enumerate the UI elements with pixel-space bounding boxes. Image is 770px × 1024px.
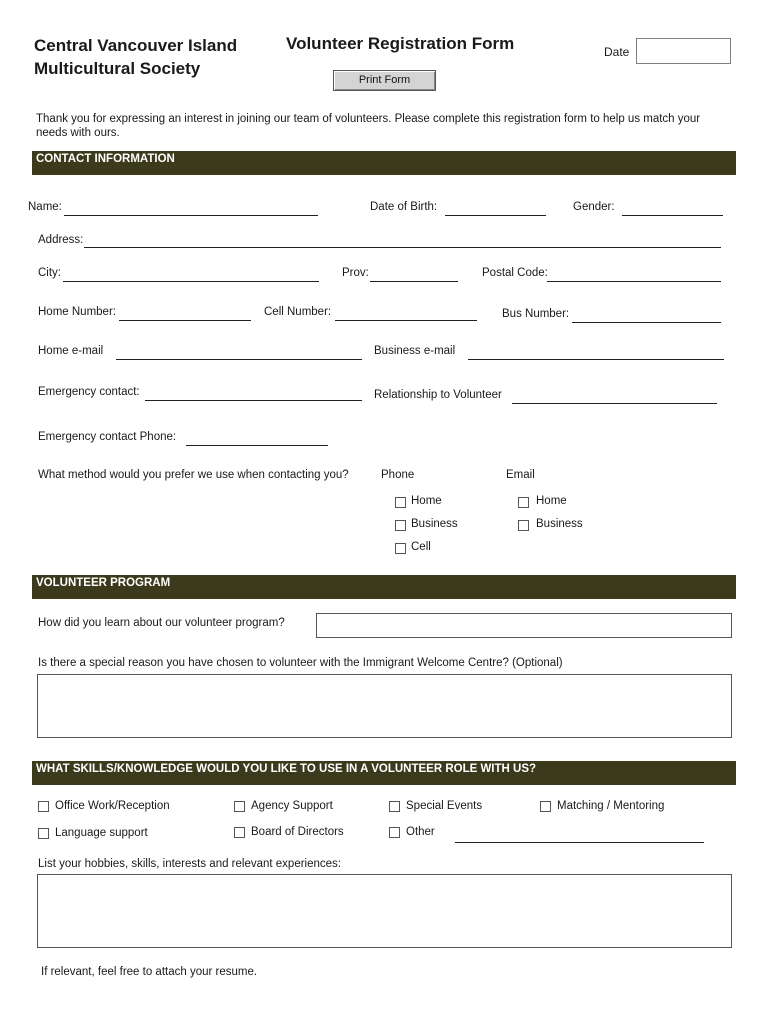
city-label: City: <box>38 267 61 279</box>
section-header-program: VOLUNTEER PROGRAM <box>32 575 736 599</box>
relationship-field[interactable] <box>512 403 717 404</box>
agency-support-checkbox[interactable] <box>234 801 245 812</box>
print-form-button[interactable]: Print Form <box>333 70 436 91</box>
bus-number-field[interactable] <box>572 322 721 323</box>
matching-mentoring-checkbox[interactable] <box>540 801 551 812</box>
org-name-line2: Multicultural Society <box>34 59 201 78</box>
special-events-checkbox[interactable] <box>389 801 400 812</box>
dob-field[interactable] <box>445 215 546 216</box>
postal-code-field[interactable] <box>547 281 721 282</box>
organization-name <box>34 34 237 80</box>
date-label: Date <box>604 45 630 59</box>
reason-question: Is there a special reason you have chosen to volunteer with the Immigrant Welcome Centre? (Optional) <box>38 657 563 669</box>
prov-field[interactable] <box>370 281 458 282</box>
reason-answer-field[interactable] <box>37 674 732 738</box>
phone-home-label: Home <box>411 495 442 507</box>
dob-label: Date of Birth: <box>370 201 438 213</box>
resume-note: If relevant, feel free to attach your resume. <box>41 966 258 978</box>
cell-number-field[interactable] <box>335 320 477 321</box>
date-field[interactable] <box>636 38 731 64</box>
intro-text: Thank you for expressing an interest in joining our team of volunteers. Please complete this registration form to help us match your needs with ours. <box>36 113 701 139</box>
bus-number-label: Bus Number: <box>502 308 570 320</box>
language-support-checkbox[interactable] <box>38 828 49 839</box>
special-events-label: Special Events <box>406 800 483 812</box>
board-of-directors-label: Board of Directors <box>251 826 344 838</box>
relationship-label: Relationship to Volunteer <box>374 389 502 401</box>
matching-mentoring-label: Matching / Mentoring <box>557 800 665 812</box>
other-field[interactable] <box>455 842 704 843</box>
cell-number-label: Cell Number: <box>264 306 332 318</box>
address-field[interactable] <box>84 247 721 248</box>
phone-business-checkbox[interactable] <box>395 520 406 531</box>
learn-answer-field[interactable] <box>316 613 732 638</box>
email-business-checkbox[interactable] <box>518 520 529 531</box>
learn-question: How did you learn about our volunteer program? <box>38 617 285 629</box>
name-field[interactable] <box>64 215 318 216</box>
name-label: Name: <box>28 201 62 213</box>
emergency-phone-label: Emergency contact Phone: <box>38 431 177 443</box>
home-email-label: Home e-mail <box>38 345 104 357</box>
business-email-label: Business e-mail <box>374 345 456 357</box>
home-number-field[interactable] <box>119 320 251 321</box>
home-email-field[interactable] <box>116 359 362 360</box>
address-label: Address: <box>38 234 84 246</box>
email-header: Email <box>506 469 535 481</box>
city-field[interactable] <box>63 281 319 282</box>
board-of-directors-checkbox[interactable] <box>234 827 245 838</box>
language-support-label: Language support <box>55 827 148 839</box>
office-work-checkbox[interactable] <box>38 801 49 812</box>
form-title: Volunteer Registration Form <box>286 34 515 53</box>
phone-cell-label: Cell <box>411 541 431 553</box>
hobbies-field[interactable] <box>37 874 732 948</box>
hobbies-label: List your hobbies, skills, interests and relevant experiences: <box>38 858 341 870</box>
office-work-label: Office Work/Reception <box>55 800 170 812</box>
other-label: Other <box>406 826 435 838</box>
postal-code-label: Postal Code: <box>482 267 548 279</box>
gender-label: Gender: <box>573 201 615 213</box>
phone-home-checkbox[interactable] <box>395 497 406 508</box>
email-home-checkbox[interactable] <box>518 497 529 508</box>
business-email-field[interactable] <box>468 359 724 360</box>
section-header-contact: CONTACT INFORMATION <box>32 151 736 175</box>
agency-support-label: Agency Support <box>251 800 333 812</box>
org-name-line1: Central Vancouver Island <box>34 36 238 55</box>
email-business-label: Business <box>536 518 583 530</box>
email-home-label: Home <box>536 495 567 507</box>
section-header-skills: WHAT SKILLS/KNOWLEDGE WOULD YOU LIKE TO USE IN A VOLUNTEER ROLE WITH US? <box>32 761 736 785</box>
home-number-label: Home Number: <box>38 306 116 318</box>
emergency-phone-field[interactable] <box>186 445 328 446</box>
phone-business-label: Business <box>411 518 458 530</box>
emergency-contact-label: Emergency contact: <box>38 386 140 398</box>
gender-field[interactable] <box>622 215 723 216</box>
contact-method-question: What method would you prefer we use when contacting you? <box>38 469 349 481</box>
other-checkbox[interactable] <box>389 827 400 838</box>
prov-label: Prov: <box>342 267 369 279</box>
emergency-contact-field[interactable] <box>145 400 362 401</box>
phone-cell-checkbox[interactable] <box>395 543 406 554</box>
phone-header: Phone <box>381 469 415 481</box>
